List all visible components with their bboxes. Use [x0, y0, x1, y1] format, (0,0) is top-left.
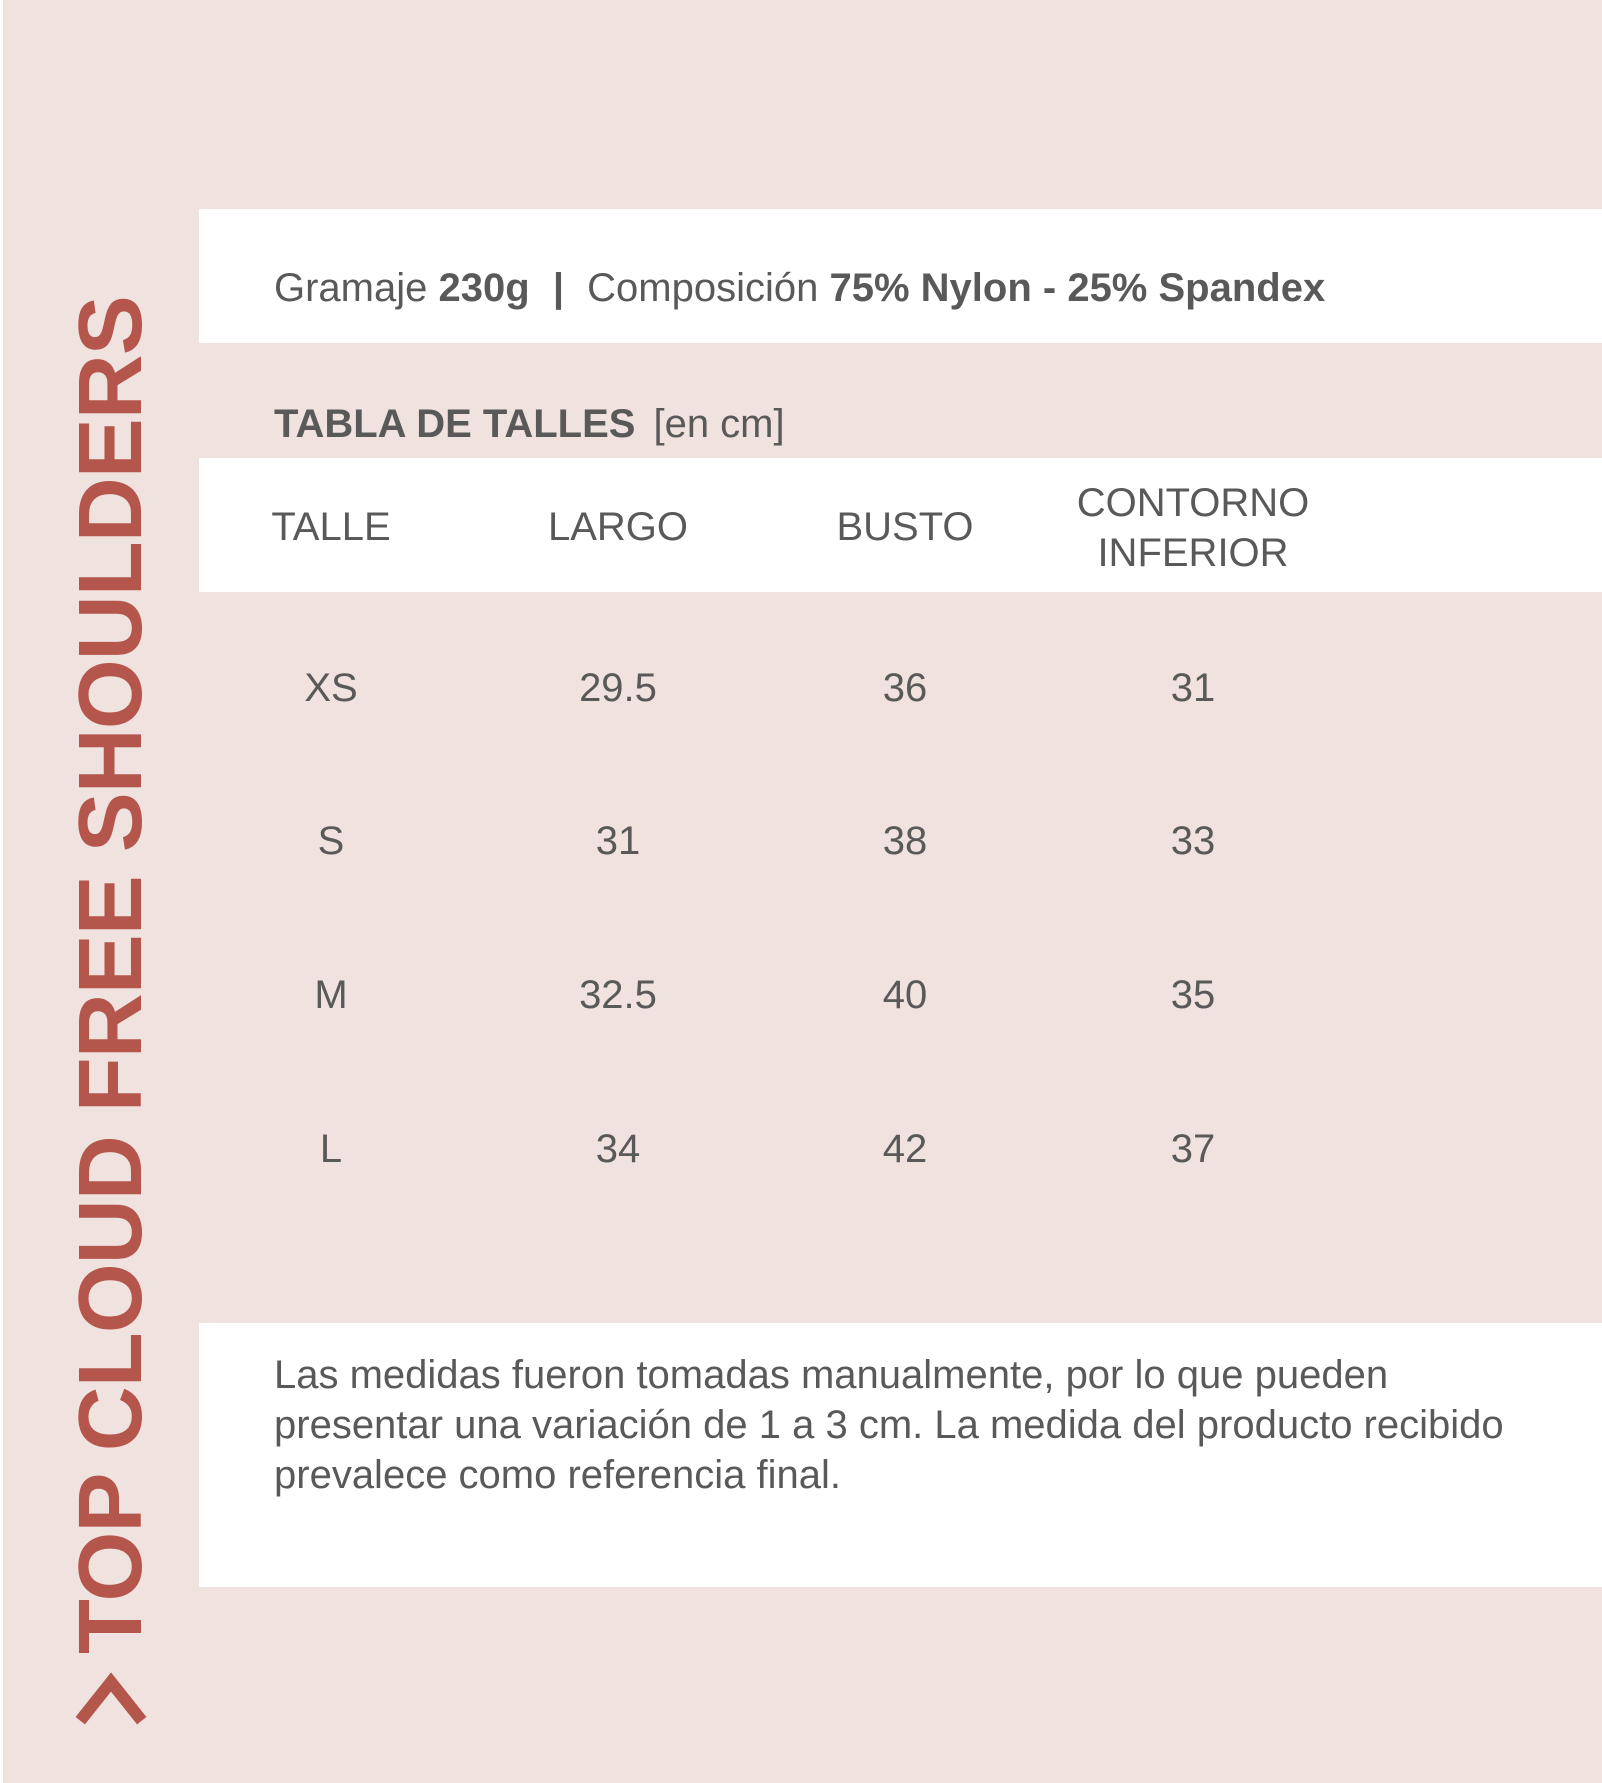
table-cell: 35 — [1170, 973, 1216, 1017]
table-cell: 42 — [882, 1127, 928, 1171]
product-title — [61, 296, 161, 1732]
table-cell: 31 — [1170, 666, 1216, 710]
header-talle: TALLE — [271, 505, 391, 549]
composition-value: 75% Nylon - 25% Spandex — [829, 266, 1326, 310]
table-cell: 37 — [1170, 1127, 1216, 1171]
left-edge-strip — [0, 0, 3, 1783]
weight-label: Gramaje — [274, 266, 428, 310]
table-cell: 40 — [882, 973, 928, 1017]
weight-value: 230g — [438, 266, 530, 310]
table-cell: 36 — [882, 666, 928, 710]
table-cell: L — [319, 1127, 343, 1171]
composition-label: Composición — [587, 266, 819, 310]
table-cell: 34 — [595, 1127, 641, 1171]
table-cell: 31 — [595, 819, 641, 863]
table-cell: 32.5 — [579, 973, 657, 1017]
product-title-text: TOP CLOUD FREE SHOULDERS — [61, 296, 161, 1654]
size-table-title — [274, 398, 785, 450]
header-busto: BUSTO — [836, 505, 974, 549]
table-cell: 29.5 — [579, 666, 657, 710]
measurement-note: Las medidas fueron tomadas manualmente, por lo que pueden presentar una variación de 1 a 3 cm. La medida del producto recibido prevalece como referencia final. — [274, 1353, 1504, 1497]
table-cell: S — [317, 819, 345, 863]
header-contorno-inferior: CONTORNO INFERIOR — [1076, 481, 1310, 575]
spec-separator: | — [552, 266, 565, 310]
header-largo: LARGO — [547, 505, 689, 549]
chevron-right-icon — [74, 1658, 148, 1732]
table-cell: M — [314, 973, 348, 1017]
size-table-title-text: TABLA DE TALLES — [274, 402, 636, 446]
spec-line — [274, 262, 1325, 314]
table-cell: 38 — [882, 819, 928, 863]
table-cell: XS — [304, 666, 358, 710]
table-cell: 33 — [1170, 819, 1216, 863]
size-table-unit: [en cm] — [653, 402, 785, 446]
